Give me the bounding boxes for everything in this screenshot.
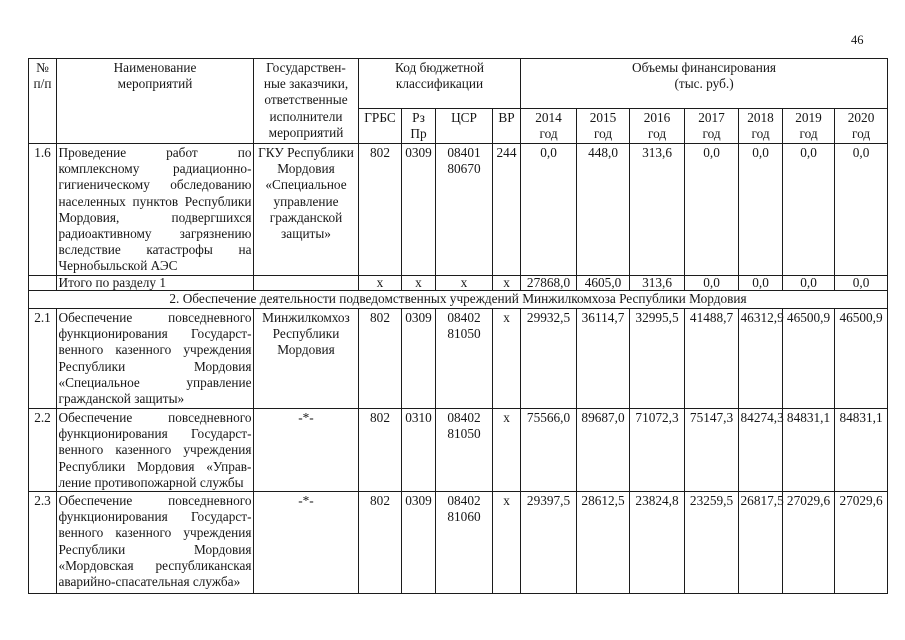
customer-line: -*- [298, 410, 314, 425]
empty-cell [29, 276, 57, 291]
grbs-code: 802 [359, 309, 402, 409]
rzpr-code: 0309 [402, 144, 436, 276]
name-line: аварийно-спасательная служба» [58, 574, 241, 590]
year-label: 2016 [643, 110, 671, 125]
col-header-measure-name [57, 59, 254, 144]
row-number: 2.2 [29, 409, 57, 492]
total-funding-2016: 313,6 [630, 276, 685, 291]
funding-2020: 46500,9 [835, 309, 888, 409]
rzpr-code: 0309 [402, 492, 436, 594]
customer [254, 144, 359, 276]
col-header-number [29, 59, 57, 144]
funding-2016: 313,6 [630, 144, 685, 276]
grbs-code: 802 [359, 492, 402, 594]
name-line: населенных пунктов Республики [58, 193, 252, 209]
budget-table [28, 58, 888, 594]
customer-line: -*- [298, 493, 314, 509]
customer-line: управление [273, 193, 339, 209]
year-label: 2015 [589, 110, 617, 125]
year-unit: год [751, 126, 770, 142]
col-header-rzpr: Рз Пр [402, 109, 436, 144]
customer [254, 309, 359, 409]
name-line: функционирования Государст- [58, 426, 252, 442]
header-row [29, 59, 888, 109]
col-header-grbs: ГРБС [359, 109, 402, 144]
year-label: 2017 [698, 110, 725, 125]
table-row-2-3 [29, 492, 888, 594]
customer-line: «Специальное [265, 177, 347, 193]
name-line: вследствие катастрофы на [58, 242, 252, 258]
total-vr: х [493, 276, 521, 291]
funding-2018: 26817,5 [739, 492, 783, 594]
csr-code [436, 309, 493, 409]
year-unit: год [647, 126, 667, 142]
measure-name [57, 409, 254, 492]
total-label: Итого по разделу 1 [57, 276, 254, 291]
grbs-code: 802 [359, 409, 402, 492]
vr-code: х [493, 492, 521, 594]
col-header-funding [521, 59, 888, 109]
funding-2020: 84831,1 [835, 409, 888, 492]
customer-line: защиты» [281, 226, 331, 242]
total-funding-2017: 0,0 [685, 276, 739, 291]
col-header-year-2019 [783, 109, 835, 144]
name-line: гражданской защиты» [58, 391, 185, 407]
name-line: функционирования Государст- [58, 509, 252, 525]
total-csr: х [436, 276, 493, 291]
header-line: классификации [395, 76, 484, 92]
name-line: венного казенного учреждения [58, 442, 252, 458]
csr-code [436, 492, 493, 594]
year-unit: год [593, 126, 613, 142]
funding-2019: 0,0 [783, 144, 835, 276]
funding-2014: 75566,0 [521, 409, 577, 492]
funding-2019: 46500,9 [783, 309, 835, 409]
total-row-section-1 [29, 276, 888, 291]
header-line: № [36, 60, 49, 75]
vr-code: 244 [493, 144, 521, 276]
funding-2015: 36114,7 [577, 309, 630, 409]
funding-2019: 27029,6 [783, 492, 835, 594]
funding-2018: 84274,3 [739, 409, 783, 492]
vr-code: х [493, 309, 521, 409]
funding-2015: 448,0 [577, 144, 630, 276]
header-line: мероприятий [117, 76, 193, 92]
year-unit: год [539, 126, 558, 142]
measure-name [57, 144, 254, 276]
page-number: 46 [851, 33, 864, 47]
section-2-title: 2. Обеспечение деятельности подведомственных учреждений Минжилкомхоза Республики Мордовия [29, 291, 888, 309]
col-header-year-2014 [521, 109, 577, 144]
measure-name [57, 309, 254, 409]
customer-line: Минжилкомхоз [262, 310, 350, 325]
rzpr-code: 0309 [402, 309, 436, 409]
customer [254, 492, 359, 594]
col-header-year-2017 [685, 109, 739, 144]
funding-2018: 46312,9 [739, 309, 783, 409]
table-row-1-6 [29, 144, 888, 276]
total-grbs: х [359, 276, 402, 291]
row-number: 2.3 [29, 492, 57, 594]
year-label: 2020 [847, 110, 875, 125]
total-funding-2018: 0,0 [739, 276, 783, 291]
header-line: Наименование [113, 60, 197, 75]
col-header-year-2015 [577, 109, 630, 144]
csr-line: 81050 [447, 326, 481, 342]
csr-line: 08402 [447, 310, 481, 325]
name-line: комплексному радиационно- [58, 161, 252, 177]
name-line: «Мордовская республиканская [58, 557, 252, 573]
funding-2015: 28612,5 [577, 492, 630, 594]
name-line: Мордовия, подвергшихся [58, 209, 252, 225]
funding-2017: 23259,5 [685, 492, 739, 594]
csr-line: 81060 [447, 509, 481, 525]
header-line: исполнители [269, 108, 343, 124]
total-funding-2014: 27868,0 [521, 276, 577, 291]
csr-line: 08401 [447, 145, 481, 160]
name-line: «Специальное управление [58, 374, 252, 390]
col-header-budget-code [359, 59, 521, 109]
customer-line: ГКУ Республики [258, 145, 354, 160]
csr-line: 08402 [447, 493, 481, 509]
funding-2020: 27029,6 [835, 492, 888, 594]
col-header-customer [254, 59, 359, 144]
header-line: Код бюджетной [395, 60, 484, 75]
col-header-year-2016 [630, 109, 685, 144]
year-unit: год [702, 126, 721, 142]
csr-line: 80670 [447, 161, 481, 177]
funding-2020: 0,0 [835, 144, 888, 276]
year-unit: год [851, 126, 871, 142]
funding-2014: 29397,5 [521, 492, 577, 594]
col-header-year-2018 [739, 109, 783, 144]
funding-2019: 84831,1 [783, 409, 835, 492]
total-rzpr: х [402, 276, 436, 291]
col-header-csr: ЦСР [436, 109, 493, 144]
year-label: 2018 [747, 110, 774, 125]
funding-2014: 29932,5 [521, 309, 577, 409]
name-line: Обеспечение повседневного [58, 493, 252, 509]
col-header-vr: ВР [493, 109, 521, 144]
header-line: (тыс. руб.) [674, 76, 734, 92]
header-line: Объемы финансирования [632, 60, 777, 75]
customer-line: Республики [272, 326, 340, 342]
customer-line: гражданской [269, 209, 343, 225]
name-line: функционирования Государст- [58, 326, 252, 342]
row-number: 1.6 [29, 144, 57, 276]
funding-2017: 41488,7 [685, 309, 739, 409]
total-funding-2015: 4605,0 [577, 276, 630, 291]
name-line: Обеспечение повседневного [58, 410, 252, 425]
name-line: Республики Мордовия [58, 358, 252, 374]
header-line: п/п [33, 76, 52, 92]
header-line: мероприятий [268, 124, 344, 140]
funding-2017: 0,0 [685, 144, 739, 276]
name-line: ление противопожарной службы [58, 474, 244, 490]
vr-code: х [493, 409, 521, 492]
funding-2016: 71072,3 [630, 409, 685, 492]
table-row-2-1 [29, 309, 888, 409]
csr-line: 08402 [447, 410, 481, 425]
name-line: гигиеническому обследованию [58, 177, 252, 193]
grbs-code: 802 [359, 144, 402, 276]
funding-2016: 32995,5 [630, 309, 685, 409]
funding-2018: 0,0 [739, 144, 783, 276]
year-label: 2014 [535, 110, 562, 125]
empty-cell [254, 276, 359, 291]
measure-name [57, 492, 254, 594]
csr-line: 81050 [447, 426, 481, 442]
year-label: 2019 [795, 110, 822, 125]
funding-2016: 23824,8 [630, 492, 685, 594]
name-line: радиоактивному загрязнению [58, 226, 252, 242]
name-line: Обеспечение повседневного [58, 310, 252, 325]
customer-line: Мордовия [277, 342, 335, 358]
table-row-2-2 [29, 409, 888, 492]
csr-code [436, 144, 493, 276]
header-line: Государствен- [266, 60, 346, 75]
year-unit: год [799, 126, 818, 142]
name-line: венного казенного учреждения [58, 342, 252, 358]
name-line: венного казенного учреждения [58, 525, 252, 541]
name-line: Республики Мордовия «Управ- [58, 458, 252, 474]
row-number: 2.1 [29, 309, 57, 409]
customer-line: Мордовия [277, 161, 335, 177]
name-line: Республики Мордовия [58, 541, 252, 557]
total-funding-2019: 0,0 [783, 276, 835, 291]
funding-2015: 89687,0 [577, 409, 630, 492]
name-line: Чернобыльской АЭС [58, 258, 178, 274]
section-2-header-row [29, 291, 888, 309]
funding-2017: 75147,3 [685, 409, 739, 492]
col-header-year-2020 [835, 109, 888, 144]
total-funding-2020: 0,0 [835, 276, 888, 291]
header-line: ные заказчики, [263, 76, 349, 92]
rzpr-code: 0310 [402, 409, 436, 492]
customer [254, 409, 359, 492]
funding-2014: 0,0 [521, 144, 577, 276]
csr-code [436, 409, 493, 492]
name-line: Проведение работ по [58, 145, 252, 160]
header-line: ответственные [264, 92, 348, 108]
